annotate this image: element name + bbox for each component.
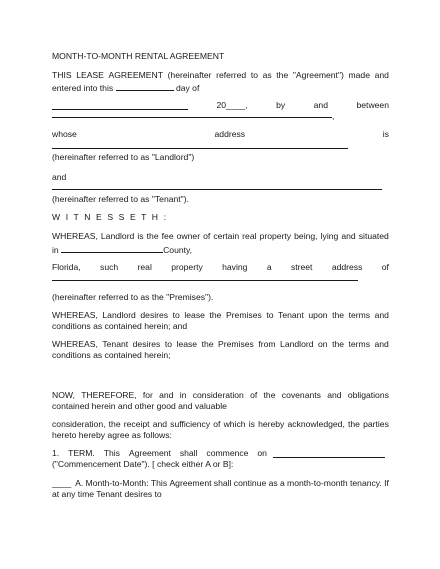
word: is xyxy=(248,419,255,429)
word: the xyxy=(146,231,159,241)
word: 1. xyxy=(52,448,60,458)
word: (hereinafter xyxy=(167,70,212,80)
word: Month-to-Month: xyxy=(85,478,149,488)
word: LEASE xyxy=(76,70,104,80)
word: in xyxy=(179,390,187,400)
word: NOW, xyxy=(52,390,75,400)
word: address xyxy=(331,262,363,272)
year-text: 20____, xyxy=(216,100,248,110)
whereas1-line-2 xyxy=(52,243,389,256)
word: and xyxy=(159,390,174,400)
consideration-line-1 xyxy=(52,419,389,430)
consideration-line-2: hereto hereby agree as follows: xyxy=(52,430,172,440)
word: "Agreement") xyxy=(292,70,344,80)
option-a-line-1 xyxy=(52,478,389,489)
whereas3-line-2: conditions as contained herein; xyxy=(52,350,171,360)
term-words xyxy=(52,448,267,459)
word: obligations xyxy=(347,390,389,400)
word: tenancy. xyxy=(350,478,382,488)
word: and xyxy=(152,419,168,429)
word: This xyxy=(103,448,120,458)
document-title: MONTH-TO-MONTH RENTAL AGREEMENT xyxy=(52,51,225,61)
word: the xyxy=(201,339,214,349)
whereas1-line-1 xyxy=(52,231,389,242)
word: consideration, xyxy=(52,419,106,429)
word: of xyxy=(203,231,211,241)
by-word: by xyxy=(276,100,286,110)
word: and xyxy=(374,339,389,349)
whose-address-line xyxy=(52,129,389,140)
county-blank[interactable] xyxy=(61,243,163,253)
word: property xyxy=(259,231,292,241)
address-word: address xyxy=(214,129,246,139)
landlord-name-line[interactable] xyxy=(52,117,332,118)
word: commence xyxy=(206,448,249,458)
word: the xyxy=(332,339,345,349)
now-line-2: contained herein and other good and valuable xyxy=(52,401,227,411)
word: This xyxy=(150,478,168,488)
word: on xyxy=(257,448,267,458)
word: which xyxy=(223,419,246,429)
word: real xyxy=(242,231,257,241)
whereas2-line-1 xyxy=(52,310,389,321)
word: of xyxy=(381,262,389,272)
date-month-blank[interactable] xyxy=(52,100,188,110)
word: TERM. xyxy=(68,448,95,458)
and-word: and xyxy=(313,100,328,110)
word: If xyxy=(384,478,389,488)
option-a-line-2: at any time Tenant desires to xyxy=(52,489,162,499)
word: the xyxy=(209,310,222,320)
tenant-name-line[interactable] xyxy=(52,189,382,190)
word: street xyxy=(290,262,313,272)
word: Premises xyxy=(225,310,262,320)
word: A. xyxy=(75,478,84,488)
word: from xyxy=(258,339,276,349)
word: the xyxy=(276,70,289,80)
word: shall xyxy=(213,478,232,488)
intro-text-b: day of xyxy=(175,83,200,93)
is-word: is xyxy=(382,129,389,139)
premises-reference: (hereinafter referred to as the "Premises"). xyxy=(52,292,214,302)
word: to xyxy=(266,310,274,320)
date-day-blank[interactable] xyxy=(116,81,174,91)
word: and xyxy=(374,310,389,320)
landlord-address-line[interactable] xyxy=(52,148,348,149)
comma: , xyxy=(332,111,335,121)
word: WHEREAS, xyxy=(52,231,98,241)
tenant-reference: (hereinafter referred to as "Tenant"). xyxy=(52,194,189,204)
word: certain xyxy=(213,231,240,241)
word: THIS xyxy=(52,70,72,80)
option-a-check-blank[interactable]: ____ xyxy=(52,478,72,488)
word: on xyxy=(318,339,328,349)
word: and xyxy=(327,390,342,400)
word: is xyxy=(137,231,144,241)
word: Agreement xyxy=(128,448,171,458)
word: parties xyxy=(363,419,389,429)
word: hereby xyxy=(258,419,285,429)
word: a xyxy=(266,262,272,272)
word: terms xyxy=(348,339,370,349)
word: being, xyxy=(294,231,318,241)
word: receipt xyxy=(123,419,150,429)
county-word: County, xyxy=(163,245,193,255)
word: lease xyxy=(176,339,198,349)
word: Landlord xyxy=(102,310,136,320)
word: of xyxy=(213,419,221,429)
word: Premises xyxy=(218,339,254,349)
word: WHEREAS, xyxy=(52,339,98,349)
word: as xyxy=(262,70,272,80)
intro-line-3 xyxy=(52,100,389,111)
intro-line-1 xyxy=(52,70,389,81)
in-word: in xyxy=(52,245,59,255)
and-line: and xyxy=(52,172,67,182)
word: to xyxy=(250,70,258,80)
word: the xyxy=(108,419,121,429)
word: WHEREAS, xyxy=(52,310,98,320)
witnesseth-heading: W I T N E S S E T H : xyxy=(52,212,168,222)
word: to xyxy=(164,339,173,349)
intro-line-2 xyxy=(52,81,389,94)
word: real xyxy=(137,262,152,272)
between-word: between xyxy=(356,100,389,110)
word: a xyxy=(279,478,285,488)
commencement-date-blank[interactable] xyxy=(273,448,385,458)
term-line-1 xyxy=(52,448,389,459)
option-a-words xyxy=(75,478,389,489)
street-address-line[interactable] xyxy=(52,280,358,281)
word: covenants xyxy=(281,390,321,400)
word: owner xyxy=(176,231,201,241)
landlord-reference: (hereinafter referred to as "Landlord") xyxy=(52,152,195,162)
whereas2-line-2: conditions as contained herein; and xyxy=(52,321,188,331)
word: having xyxy=(222,262,248,272)
word: and xyxy=(341,231,356,241)
word: lying xyxy=(320,231,339,241)
whereas3-line-1 xyxy=(52,339,389,350)
word: of xyxy=(250,390,258,400)
term-line-2: ("Commencement Date"). [ check either A or B]: xyxy=(52,459,234,469)
word: Tenant xyxy=(102,339,129,349)
word: to xyxy=(172,310,180,320)
florida-line xyxy=(52,262,389,273)
word: upon xyxy=(308,310,328,320)
word: Tenant xyxy=(278,310,304,320)
word: referred xyxy=(216,70,247,80)
word: the xyxy=(332,310,345,320)
word: Landlord xyxy=(280,339,314,349)
word: acknowledged, xyxy=(287,419,345,429)
word: desires xyxy=(140,310,169,320)
word: continue xyxy=(233,478,267,488)
word: property xyxy=(171,262,203,272)
word: fee xyxy=(161,231,174,241)
word: Landlord xyxy=(100,231,135,241)
word: the xyxy=(347,419,360,429)
word: situated xyxy=(358,231,389,241)
word: terms xyxy=(348,310,371,320)
word: lease xyxy=(184,310,205,320)
intro-text-a: entered into this xyxy=(52,83,114,93)
word: shall xyxy=(179,448,198,458)
word: month-to-month xyxy=(287,478,348,488)
word: made xyxy=(348,70,370,80)
word: THEREFORE, xyxy=(81,390,137,400)
word: for xyxy=(142,390,153,400)
now-line-1 xyxy=(52,390,389,401)
word: Florida, xyxy=(52,262,81,272)
whose-word: whose xyxy=(52,129,77,139)
word: sufficiency xyxy=(170,419,211,429)
word: desires xyxy=(132,339,161,349)
word: and xyxy=(374,70,389,80)
word: the xyxy=(263,390,276,400)
word: AGREEMENT xyxy=(108,70,163,80)
word: as xyxy=(268,478,278,488)
word: Agreement xyxy=(169,478,212,488)
word: consideration xyxy=(192,390,244,400)
word: such xyxy=(100,262,119,272)
